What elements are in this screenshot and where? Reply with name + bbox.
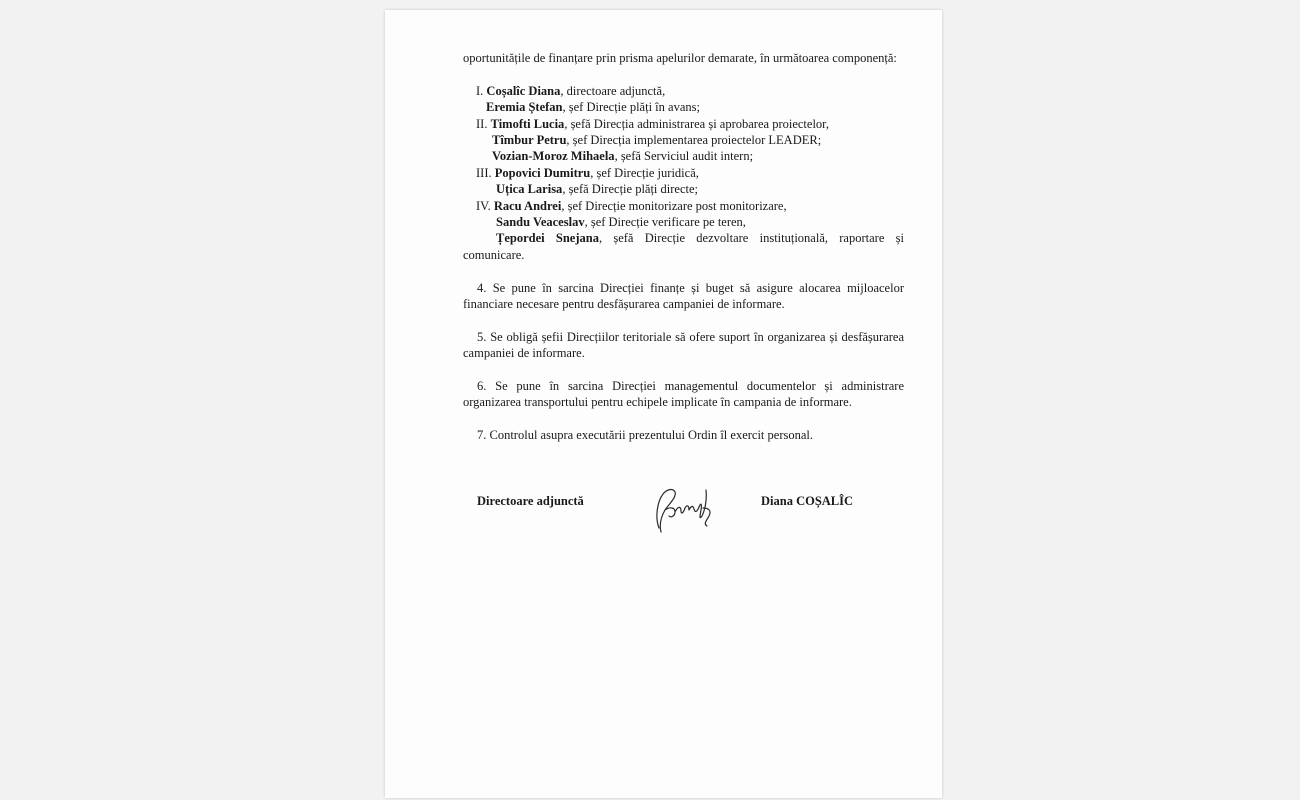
- member-name: Vozian-Moroz Mihaela: [492, 149, 615, 164]
- member-role: , șef Direcția implementarea proiectelor LEADER;: [566, 133, 822, 148]
- member-name: Tîmbur Petru: [492, 133, 567, 148]
- list-item: [463, 132, 904, 148]
- member-name: Eremia Ștefan: [486, 100, 563, 115]
- list-item: [463, 83, 904, 99]
- group-number: IV.: [476, 198, 491, 213]
- group-number: II.: [476, 116, 488, 131]
- member-role: , șefă Serviciul audit intern;: [614, 149, 754, 164]
- member-name: Sandu Veaceslav: [496, 215, 585, 230]
- list-item: [463, 214, 904, 230]
- list-item: [463, 230, 904, 263]
- point-4: 4. Se pune în sarcina Direcției finanțe și buget să asigure alocarea mijloacelor financiare necesare pentru desfășurarea campaniei de informare.: [463, 280, 904, 312]
- member-role: , șefă Direcția administrarea și aprobarea proiectelor,: [564, 116, 829, 131]
- list-item: [463, 148, 904, 164]
- member-role: , șef Direcție verificare pe teren,: [584, 215, 746, 230]
- handwritten-signature-icon: [645, 480, 725, 542]
- signatory-title: Directoare adjunctă: [477, 494, 584, 508]
- member-name: Racu Andrei: [493, 198, 562, 213]
- member-role: , șef Direcție monitorizare post monitorizare,: [561, 198, 787, 213]
- member-name: Coșalîc Diana: [486, 83, 561, 98]
- member-role: , șefă Direcție plăți directe;: [562, 182, 699, 197]
- member-name: Țepordei Snejana: [496, 231, 599, 246]
- document-body: [463, 50, 904, 444]
- point-5: 5. Se obligă șefii Direcțiilor teritoriale să ofere suport în organizarea și desfășurarea campaniei de informare.: [463, 329, 904, 361]
- member-role: , directoare adjunctă,: [560, 83, 666, 98]
- list-item: [463, 165, 904, 181]
- group-number: III.: [476, 165, 492, 180]
- member-role: , șef Direcție juridică,: [590, 165, 699, 180]
- list-item: [463, 116, 904, 132]
- document-page: [385, 10, 942, 798]
- member-name: Timofti Lucia: [490, 116, 565, 131]
- point-7: 7. Controlul asupra executării prezentului Ordin îl exercit personal.: [477, 428, 813, 443]
- intro-paragraph: oportunitățile de finanțare prin prisma apelurilor demarate, în următoarea componență:: [463, 51, 897, 65]
- list-item: [463, 198, 904, 214]
- list-item: [463, 181, 904, 197]
- member-role: , șef Direcție plăți în avans;: [562, 100, 700, 115]
- member-name: Uțica Larisa: [496, 182, 563, 197]
- group-number: I.: [476, 83, 484, 98]
- signatory-name: Diana COȘALÎC: [761, 494, 854, 508]
- signature-block: [463, 488, 904, 558]
- point-6: 6. Se pune în sarcina Direcției managementul documentelor și administrare organizarea transportului pentru echipele implicate în campania de informare.: [463, 379, 904, 410]
- member-role: , șefă Direcție dezvoltare instituțională, raportare și comunicare.: [463, 231, 904, 262]
- list-item: [463, 99, 904, 115]
- member-name: Popovici Dumitru: [494, 165, 591, 180]
- commission-list: [463, 83, 904, 263]
